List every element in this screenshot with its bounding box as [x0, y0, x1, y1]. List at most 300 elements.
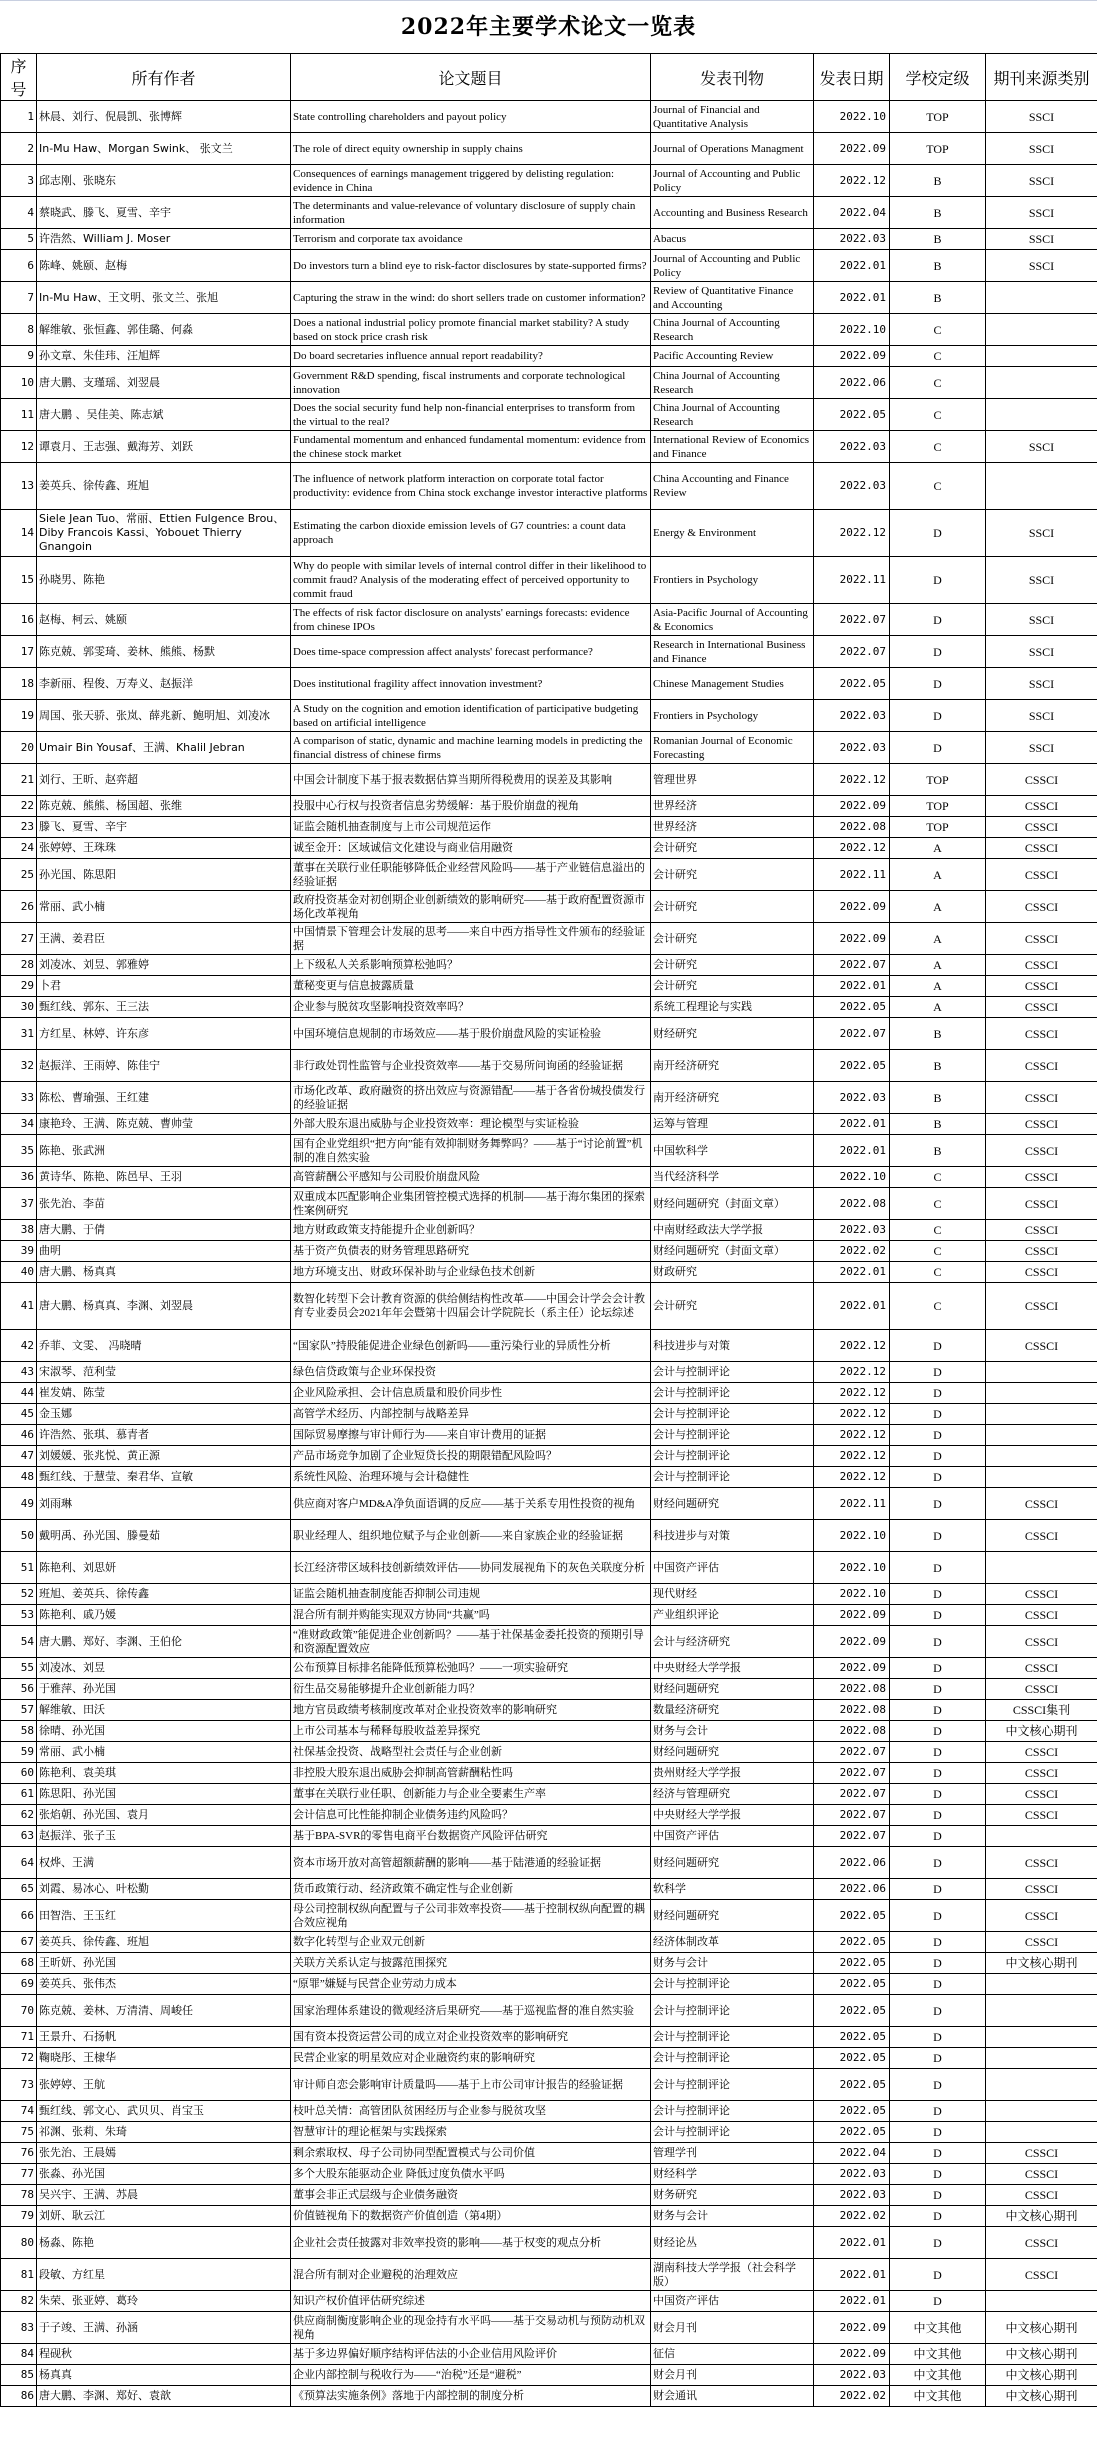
cell-journal[interactable]: 运筹与管理 [651, 1114, 814, 1135]
cell-title[interactable]: 基于多边界偏好顺序结构评估法的小企业信用风险评价 [291, 2344, 651, 2365]
cell-date[interactable]: 2022.07 [814, 636, 890, 668]
cell-source[interactable]: CSSCI [986, 1167, 1097, 1188]
cell-no[interactable]: 84 [1, 2344, 37, 2365]
cell-grade[interactable]: D [890, 1900, 986, 1932]
cell-grade[interactable]: C [890, 346, 986, 367]
cell-grade[interactable]: TOP [890, 817, 986, 838]
cell-no[interactable]: 56 [1, 1679, 37, 1700]
cell-title[interactable]: 数字化转型与企业双元创新 [291, 1932, 651, 1953]
cell-authors[interactable]: 权烨、王满 [37, 1847, 291, 1879]
cell-journal[interactable]: Journal of Accounting and Public Policy [651, 165, 814, 197]
cell-journal[interactable]: 系统工程理论与实践 [651, 997, 814, 1018]
cell-no[interactable]: 52 [1, 1584, 37, 1605]
cell-journal[interactable]: 会计与控制评论 [651, 1362, 814, 1383]
cell-title[interactable]: 企业参与脱贫攻坚影响投资效率吗？ [291, 997, 651, 1018]
cell-journal[interactable]: 财经问题研究 [651, 1742, 814, 1763]
cell-title[interactable]: 市场化改革、政府融资的挤出效应与资源错配——基于各省份城投债发行的经验证据 [291, 1082, 651, 1114]
cell-title[interactable]: 产品市场竞争加剧了企业短贷长投的期限错配风险吗？ [291, 1446, 651, 1467]
cell-grade[interactable]: D [890, 668, 986, 700]
cell-title[interactable]: 地方环境支出、财政环保补助与企业绿色技术创新 [291, 1262, 651, 1283]
cell-title[interactable]: 外部大股东退出威胁与企业投资效率：理论模型与实证检验 [291, 1114, 651, 1135]
cell-authors[interactable]: 赵振洋、王雨婷、陈佳宁 [37, 1050, 291, 1082]
cell-source[interactable]: CSSCI [986, 1679, 1097, 1700]
cell-no[interactable]: 10 [1, 367, 37, 399]
cell-authors[interactable]: 杨真真 [37, 2365, 291, 2386]
cell-journal[interactable]: Journal of Operations Managment [651, 133, 814, 165]
cell-source[interactable] [986, 463, 1097, 510]
cell-authors[interactable]: 程砚秋 [37, 2344, 291, 2365]
cell-source[interactable]: 中文核心期刊 [986, 2312, 1097, 2344]
cell-no[interactable]: 2 [1, 133, 37, 165]
cell-no[interactable]: 55 [1, 1658, 37, 1679]
cell-journal[interactable]: 会计研究 [651, 923, 814, 955]
cell-date[interactable]: 2022.07 [814, 1763, 890, 1784]
cell-authors[interactable]: 朱荣、张亚婷、葛玲 [37, 2291, 291, 2312]
cell-no[interactable]: 68 [1, 1953, 37, 1974]
cell-date[interactable]: 2022.12 [814, 838, 890, 859]
cell-source[interactable]: SSCI [986, 431, 1097, 463]
cell-source[interactable]: SSCI [986, 133, 1097, 165]
cell-title[interactable]: Do board secretaries influence annual report readability? [291, 346, 651, 367]
cell-title[interactable]: 多个大股东能驱动企业 降低过度负债水平吗 [291, 2164, 651, 2185]
cell-no[interactable]: 59 [1, 1742, 37, 1763]
cell-source[interactable]: CSSCI [986, 1018, 1097, 1050]
cell-journal[interactable]: Review of Quantitative Finance and Accounting [651, 282, 814, 314]
cell-journal[interactable]: 财务与会计 [651, 1953, 814, 1974]
cell-title[interactable]: 董事在关联行业任职、创新能力与企业全要素生产率 [291, 1784, 651, 1805]
cell-authors[interactable]: 鞠晓彤、王棣华 [37, 2048, 291, 2069]
cell-journal[interactable]: 财务与会计 [651, 1721, 814, 1742]
cell-source[interactable] [986, 2291, 1097, 2312]
cell-title[interactable]: Government R&D spending, fiscal instruments and corporate technological innovation [291, 367, 651, 399]
cell-source[interactable] [986, 1404, 1097, 1425]
cell-date[interactable]: 2022.09 [814, 1605, 890, 1626]
cell-grade[interactable]: C [890, 1241, 986, 1262]
cell-authors[interactable]: 解维敏、田沃 [37, 1700, 291, 1721]
cell-title[interactable]: The effects of risk factor disclosure on analysts' earnings forecasts: evidence from chinese IPOs [291, 604, 651, 636]
cell-title[interactable]: 职业经理人、组织地位赋予与企业创新——来自家族企业的经验证据 [291, 1520, 651, 1552]
cell-authors[interactable]: 常丽、武小楠 [37, 1742, 291, 1763]
cell-grade[interactable]: C [890, 314, 986, 346]
cell-journal[interactable]: 财政研究 [651, 1262, 814, 1283]
cell-title[interactable]: 基于BPA-SVR的零售电商平台数据资产风险评估研究 [291, 1826, 651, 1847]
cell-no[interactable]: 9 [1, 346, 37, 367]
cell-authors[interactable]: 陈艳、张武洲 [37, 1135, 291, 1167]
cell-journal[interactable]: 财经问题研究 [651, 1679, 814, 1700]
cell-title[interactable]: 中国情景下管理会计发展的思考——来自中西方指导性文件颁布的经验证据 [291, 923, 651, 955]
cell-grade[interactable]: C [890, 399, 986, 431]
cell-authors[interactable]: 陈艳利、刘思妍 [37, 1552, 291, 1584]
cell-journal[interactable]: 财经问题研究（封面文章） [651, 1188, 814, 1220]
cell-no[interactable]: 47 [1, 1446, 37, 1467]
cell-no[interactable]: 54 [1, 1626, 37, 1658]
cell-date[interactable]: 2022.05 [814, 1953, 890, 1974]
cell-grade[interactable]: D [890, 557, 986, 604]
cell-grade[interactable]: C [890, 1262, 986, 1283]
cell-title[interactable]: 非控股大股东退出威胁会抑制高管薪酬粘性吗 [291, 1763, 651, 1784]
cell-grade[interactable]: D [890, 1805, 986, 1826]
cell-no[interactable]: 23 [1, 817, 37, 838]
cell-no[interactable]: 66 [1, 1900, 37, 1932]
cell-no[interactable]: 11 [1, 399, 37, 431]
cell-grade[interactable]: A [890, 976, 986, 997]
cell-no[interactable]: 14 [1, 510, 37, 557]
cell-no[interactable]: 19 [1, 700, 37, 732]
cell-title[interactable]: The determinants and value-relevance of voluntary disclosure of supply chain information [291, 197, 651, 229]
cell-no[interactable]: 44 [1, 1383, 37, 1404]
cell-no[interactable]: 48 [1, 1467, 37, 1488]
cell-date[interactable]: 2022.03 [814, 1082, 890, 1114]
cell-date[interactable]: 2022.10 [814, 1584, 890, 1605]
cell-date[interactable]: 2022.08 [814, 1188, 890, 1220]
cell-source[interactable] [986, 2101, 1097, 2122]
cell-date[interactable]: 2022.03 [814, 2164, 890, 2185]
cell-journal[interactable]: 中南财经政法大学学报 [651, 1220, 814, 1241]
cell-title[interactable]: 董秘变更与信息披露质量 [291, 976, 651, 997]
cell-journal[interactable]: International Review of Economics and Finance [651, 431, 814, 463]
cell-authors[interactable]: 陈克兢、熊熊、杨国超、张维 [37, 796, 291, 817]
cell-source[interactable]: CSSCI [986, 1330, 1097, 1362]
cell-authors[interactable]: 班旭、姜英兵、徐传鑫 [37, 1584, 291, 1605]
cell-authors[interactable]: 刘行、王昕、赵弈超 [37, 764, 291, 796]
cell-date[interactable]: 2022.07 [814, 955, 890, 976]
cell-authors[interactable]: 金玉娜 [37, 1404, 291, 1425]
cell-date[interactable]: 2022.10 [814, 314, 890, 346]
cell-title[interactable]: The influence of network platform interaction on corporate total factor productivity: evidence from China stock exchange investor interactive platforms [291, 463, 651, 510]
cell-no[interactable]: 77 [1, 2164, 37, 2185]
cell-grade[interactable]: C [890, 1283, 986, 1330]
cell-no[interactable]: 27 [1, 923, 37, 955]
cell-journal[interactable]: 经济与管理研究 [651, 1784, 814, 1805]
cell-no[interactable]: 83 [1, 2312, 37, 2344]
cell-grade[interactable]: D [890, 604, 986, 636]
cell-title[interactable]: 混合所有制并购能实现双方协同“共赢”吗 [291, 1605, 651, 1626]
cell-no[interactable]: 57 [1, 1700, 37, 1721]
cell-source[interactable]: CSSCI [986, 997, 1097, 1018]
cell-source[interactable] [986, 2027, 1097, 2048]
cell-authors[interactable]: 滕飞、夏雪、辛宇 [37, 817, 291, 838]
cell-date[interactable]: 2022.11 [814, 859, 890, 891]
cell-date[interactable]: 2022.12 [814, 1467, 890, 1488]
cell-no[interactable]: 26 [1, 891, 37, 923]
cell-no[interactable]: 5 [1, 229, 37, 250]
cell-date[interactable]: 2022.01 [814, 976, 890, 997]
cell-date[interactable]: 2022.04 [814, 2143, 890, 2164]
cell-grade[interactable]: D [890, 1520, 986, 1552]
cell-title[interactable]: 数智化转型下会计教育资源的供给侧结构性改革——中国会计学会会计教育专业委员会2021年年会暨第十四届会计学院院长（系主任）论坛综述 [291, 1283, 651, 1330]
cell-source[interactable]: CSSCI [986, 2164, 1097, 2185]
cell-authors[interactable]: In-Mu Haw、王文明、张文兰、张旭 [37, 282, 291, 314]
cell-no[interactable]: 51 [1, 1552, 37, 1584]
cell-journal[interactable]: 湖南科技大学学报（社会科学版） [651, 2259, 814, 2291]
cell-authors[interactable]: 乔菲、文雯、 冯晓晴 [37, 1330, 291, 1362]
cell-source[interactable] [986, 399, 1097, 431]
cell-source[interactable]: CSSCI [986, 891, 1097, 923]
cell-journal[interactable]: 管理世界 [651, 764, 814, 796]
cell-no[interactable]: 32 [1, 1050, 37, 1082]
cell-no[interactable]: 42 [1, 1330, 37, 1362]
cell-source[interactable]: CSSCI [986, 2227, 1097, 2259]
cell-journal[interactable]: 财经论丛 [651, 2227, 814, 2259]
cell-journal[interactable]: 中央财经大学学报 [651, 1658, 814, 1679]
cell-date[interactable]: 2022.09 [814, 796, 890, 817]
cell-grade[interactable]: D [890, 2164, 986, 2185]
cell-journal[interactable]: 会计与控制评论 [651, 1404, 814, 1425]
cell-authors[interactable]: 祁渊、张莉、朱琦 [37, 2122, 291, 2143]
cell-no[interactable]: 13 [1, 463, 37, 510]
cell-date[interactable]: 2022.09 [814, 2344, 890, 2365]
cell-title[interactable]: Terrorism and corporate tax avoidance [291, 229, 651, 250]
cell-grade[interactable]: TOP [890, 764, 986, 796]
cell-date[interactable]: 2022.02 [814, 1241, 890, 1262]
cell-grade[interactable]: D [890, 1879, 986, 1900]
cell-source[interactable]: 中文核心期刊 [986, 1721, 1097, 1742]
cell-title[interactable]: 企业内部控制与税收行为——“治税”还是“避税” [291, 2365, 651, 2386]
cell-journal[interactable]: 中国软科学 [651, 1135, 814, 1167]
cell-authors[interactable]: 赵梅、柯云、姚颐 [37, 604, 291, 636]
cell-authors[interactable]: 张焰朝、孙光国、袁月 [37, 1805, 291, 1826]
cell-authors[interactable]: 张婷婷、王航 [37, 2069, 291, 2101]
cell-journal[interactable]: 会计研究 [651, 859, 814, 891]
cell-no[interactable]: 64 [1, 1847, 37, 1879]
cell-title[interactable]: 供应商对客户MD&A净负面语调的反应——基于关系专用性投资的视角 [291, 1488, 651, 1520]
cell-authors[interactable]: 唐大鹏 、吴佳美、陈志斌 [37, 399, 291, 431]
cell-journal[interactable]: 财务研究 [651, 2185, 814, 2206]
cell-source[interactable] [986, 1362, 1097, 1383]
cell-journal[interactable]: 财会月刊 [651, 2312, 814, 2344]
cell-date[interactable]: 2022.01 [814, 2259, 890, 2291]
cell-date[interactable]: 2022.08 [814, 1679, 890, 1700]
cell-no[interactable]: 79 [1, 2206, 37, 2227]
cell-title[interactable]: 智慧审计的理论框架与实践探索 [291, 2122, 651, 2143]
cell-source[interactable]: CSSCI [986, 1188, 1097, 1220]
cell-date[interactable]: 2022.12 [814, 1425, 890, 1446]
cell-no[interactable]: 31 [1, 1018, 37, 1050]
cell-authors[interactable]: 姜英兵、张伟杰 [37, 1974, 291, 1995]
cell-date[interactable]: 2022.08 [814, 1721, 890, 1742]
cell-journal[interactable]: Pacific Accounting Review [651, 346, 814, 367]
cell-title[interactable]: 非行政处罚性监管与企业投资效率——基于交易所问询函的经验证据 [291, 1050, 651, 1082]
cell-source[interactable] [986, 282, 1097, 314]
cell-journal[interactable]: 会计研究 [651, 976, 814, 997]
cell-journal[interactable]: 会计与控制评论 [651, 2048, 814, 2069]
cell-source[interactable]: SSCI [986, 700, 1097, 732]
cell-title[interactable]: 国有资本投资运营公司的成立对企业投资效率的影响研究 [291, 2027, 651, 2048]
cell-authors[interactable]: 刘雨琳 [37, 1488, 291, 1520]
cell-no[interactable]: 82 [1, 2291, 37, 2312]
cell-no[interactable]: 17 [1, 636, 37, 668]
cell-date[interactable]: 2022.05 [814, 1995, 890, 2027]
cell-grade[interactable]: D [890, 1626, 986, 1658]
cell-source[interactable]: CSSCI [986, 1584, 1097, 1605]
cell-authors[interactable]: 刘媛媛、张兆悦、黄正源 [37, 1446, 291, 1467]
cell-grade[interactable]: C [890, 1167, 986, 1188]
cell-authors[interactable]: 许浩然、张琪、慕青者 [37, 1425, 291, 1446]
header-no[interactable]: 序号 [1, 54, 37, 101]
cell-journal[interactable]: 会计与控制评论 [651, 1446, 814, 1467]
cell-journal[interactable]: 会计与控制评论 [651, 2069, 814, 2101]
cell-no[interactable]: 21 [1, 764, 37, 796]
cell-source[interactable] [986, 2122, 1097, 2143]
cell-no[interactable]: 45 [1, 1404, 37, 1425]
cell-title[interactable]: 系统性风险、治理环境与会计稳健性 [291, 1467, 651, 1488]
cell-title[interactable]: 企业风险承担、会计信息质量和股价同步性 [291, 1383, 651, 1404]
cell-source[interactable]: CSSCI [986, 1900, 1097, 1932]
cell-no[interactable]: 30 [1, 997, 37, 1018]
cell-grade[interactable]: B [890, 250, 986, 282]
cell-no[interactable]: 76 [1, 2143, 37, 2164]
cell-title[interactable]: 中国环境信息规制的市场效应——基于股价崩盘风险的实证检验 [291, 1018, 651, 1050]
cell-authors[interactable]: 王景升、石扬帆 [37, 2027, 291, 2048]
cell-grade[interactable]: D [890, 1362, 986, 1383]
cell-date[interactable]: 2022.05 [814, 2069, 890, 2101]
cell-grade[interactable]: D [890, 1330, 986, 1362]
cell-date[interactable]: 2022.05 [814, 668, 890, 700]
cell-source[interactable]: CSSCI [986, 1241, 1097, 1262]
cell-journal[interactable]: 世界经济 [651, 796, 814, 817]
cell-authors[interactable]: 姜英兵、徐传鑫、班旭 [37, 463, 291, 510]
cell-grade[interactable]: D [890, 1467, 986, 1488]
cell-title[interactable]: 价值链视角下的数据资产价值创造（第4期） [291, 2206, 651, 2227]
cell-no[interactable]: 36 [1, 1167, 37, 1188]
cell-grade[interactable]: D [890, 1826, 986, 1847]
cell-source[interactable] [986, 314, 1097, 346]
cell-title[interactable]: The role of direct equity ownership in supply chains [291, 133, 651, 165]
header-title[interactable]: 论文题目 [291, 54, 651, 101]
cell-date[interactable]: 2022.10 [814, 101, 890, 133]
cell-title[interactable]: 资本市场开放对高管超额薪酬的影响——基于陆港通的经验证据 [291, 1847, 651, 1879]
cell-no[interactable]: 70 [1, 1995, 37, 2027]
cell-date[interactable]: 2022.09 [814, 2312, 890, 2344]
cell-journal[interactable]: 会计与控制评论 [651, 1974, 814, 1995]
cell-grade[interactable]: D [890, 1425, 986, 1446]
cell-source[interactable]: CSSCI [986, 1262, 1097, 1283]
cell-title[interactable]: Fundamental momentum and enhanced fundamental momentum: evidence from the chinese stock market [291, 431, 651, 463]
cell-grade[interactable]: D [890, 1658, 986, 1679]
cell-date[interactable]: 2022.09 [814, 133, 890, 165]
cell-journal[interactable]: 会计与控制评论 [651, 2122, 814, 2143]
cell-date[interactable]: 2022.09 [814, 1626, 890, 1658]
cell-grade[interactable]: D [890, 2048, 986, 2069]
cell-journal[interactable]: China Journal of Accounting Research [651, 314, 814, 346]
cell-date[interactable]: 2022.03 [814, 2185, 890, 2206]
cell-source[interactable]: SSCI [986, 101, 1097, 133]
cell-journal[interactable]: 财经问题研究 [651, 1900, 814, 1932]
cell-authors[interactable]: 崔发婧、陈莹 [37, 1383, 291, 1404]
cell-title[interactable]: 政府投资基金对初创期企业创新绩效的影响研究——基于政府配置资源市场化改革视角 [291, 891, 651, 923]
cell-journal[interactable]: 征信 [651, 2344, 814, 2365]
cell-source[interactable]: 中文核心期刊 [986, 2344, 1097, 2365]
cell-date[interactable]: 2022.11 [814, 1488, 890, 1520]
cell-date[interactable]: 2022.02 [814, 2386, 890, 2407]
cell-title[interactable]: 地方官员政绩考核制度改革对企业投资效率的影响研究 [291, 1700, 651, 1721]
cell-journal[interactable]: Research in International Business and Finance [651, 636, 814, 668]
cell-journal[interactable]: 财经研究 [651, 1018, 814, 1050]
cell-date[interactable]: 2022.12 [814, 1362, 890, 1383]
cell-date[interactable]: 2022.01 [814, 1283, 890, 1330]
cell-grade[interactable]: D [890, 2185, 986, 2206]
cell-no[interactable]: 8 [1, 314, 37, 346]
cell-authors[interactable]: 陈艳利、戚乃媛 [37, 1605, 291, 1626]
cell-title[interactable]: 地方财政政策支持能提升企业创新吗？ [291, 1220, 651, 1241]
cell-title[interactable]: 高管薪酬公平感知与公司股价崩盘风险 [291, 1167, 651, 1188]
cell-title[interactable]: 企业社会责任披露对非效率投资的影响——基于权变的观点分析 [291, 2227, 651, 2259]
cell-title[interactable]: 上市公司基本与稀释每股收益差异探究 [291, 1721, 651, 1742]
cell-no[interactable]: 53 [1, 1605, 37, 1626]
cell-date[interactable]: 2022.01 [814, 282, 890, 314]
cell-date[interactable]: 2022.03 [814, 229, 890, 250]
cell-authors[interactable]: 陈克兢、姜林、万清清、周峻任 [37, 1995, 291, 2027]
cell-authors[interactable]: 徐晴、孙光国 [37, 1721, 291, 1742]
cell-title[interactable]: 货币政策行动、经济政策不确定性与企业创新 [291, 1879, 651, 1900]
cell-source[interactable]: 中文核心期刊 [986, 2365, 1097, 2386]
cell-title[interactable]: 会计信息可比性能抑制企业债务违约风险吗？ [291, 1805, 651, 1826]
cell-date[interactable]: 2022.05 [814, 2048, 890, 2069]
cell-grade[interactable]: B [890, 229, 986, 250]
cell-grade[interactable]: D [890, 1847, 986, 1879]
cell-journal[interactable]: 会计研究 [651, 838, 814, 859]
cell-journal[interactable]: 软科学 [651, 1879, 814, 1900]
cell-title[interactable]: 衍生品交易能够提升企业创新能力吗？ [291, 1679, 651, 1700]
cell-journal[interactable]: 科技进步与对策 [651, 1330, 814, 1362]
cell-grade[interactable]: 中文其他 [890, 2365, 986, 2386]
cell-authors[interactable]: 段敏、方红星 [37, 2259, 291, 2291]
cell-grade[interactable]: D [890, 1995, 986, 2027]
cell-authors[interactable]: 唐大鹏、李渊、郑好、袁歆 [37, 2386, 291, 2407]
cell-journal[interactable]: China Journal of Accounting Research [651, 367, 814, 399]
cell-authors[interactable]: 杨淼、陈艳 [37, 2227, 291, 2259]
cell-grade[interactable]: D [890, 1404, 986, 1425]
cell-source[interactable]: CSSCI [986, 1784, 1097, 1805]
cell-grade[interactable]: C [890, 463, 986, 510]
cell-authors[interactable]: 邱志刚、张晓东 [37, 165, 291, 197]
cell-source[interactable]: CSSCI [986, 1488, 1097, 1520]
cell-authors[interactable]: 张婷婷、王珠珠 [37, 838, 291, 859]
cell-journal[interactable]: 会计与经济研究 [651, 1626, 814, 1658]
cell-authors[interactable]: 陈思阳、孙光国 [37, 1784, 291, 1805]
cell-authors[interactable]: 常丽、武小楠 [37, 891, 291, 923]
cell-grade[interactable]: C [890, 1220, 986, 1241]
cell-authors[interactable]: 林晨、刘行、倪晨凯、张博辉 [37, 101, 291, 133]
cell-source[interactable]: CSSCI [986, 1283, 1097, 1330]
cell-no[interactable]: 73 [1, 2069, 37, 2101]
cell-authors[interactable]: 赵振洋、张子玉 [37, 1826, 291, 1847]
cell-no[interactable]: 78 [1, 2185, 37, 2206]
cell-no[interactable]: 85 [1, 2365, 37, 2386]
cell-no[interactable]: 71 [1, 2027, 37, 2048]
cell-grade[interactable]: D [890, 2027, 986, 2048]
cell-authors[interactable]: 刘霞、易冰心、叶松勤 [37, 1879, 291, 1900]
cell-date[interactable]: 2022.03 [814, 1220, 890, 1241]
cell-title[interactable]: 双重成本匹配影响企业集团管控模式选择的机制——基于海尔集团的探索性案例研究 [291, 1188, 651, 1220]
cell-journal[interactable]: 财经问题研究（封面文章） [651, 1241, 814, 1262]
cell-no[interactable]: 1 [1, 101, 37, 133]
cell-no[interactable]: 25 [1, 859, 37, 891]
cell-source[interactable] [986, 1446, 1097, 1467]
cell-title[interactable]: 民营企业家的明星效应对企业融资约束的影响研究 [291, 2048, 651, 2069]
cell-grade[interactable]: D [890, 1721, 986, 1742]
cell-grade[interactable]: D [890, 700, 986, 732]
cell-date[interactable]: 2022.07 [814, 1805, 890, 1826]
cell-journal[interactable]: Accounting and Business Research [651, 197, 814, 229]
cell-authors[interactable]: 甄红线、郭文心、武贝贝、肖宝玉 [37, 2101, 291, 2122]
cell-journal[interactable]: 现代财经 [651, 1584, 814, 1605]
cell-date[interactable]: 2022.03 [814, 732, 890, 764]
cell-date[interactable]: 2022.12 [814, 1446, 890, 1467]
cell-journal[interactable]: 财经问题研究 [651, 1488, 814, 1520]
cell-date[interactable]: 2022.05 [814, 2101, 890, 2122]
cell-no[interactable]: 86 [1, 2386, 37, 2407]
